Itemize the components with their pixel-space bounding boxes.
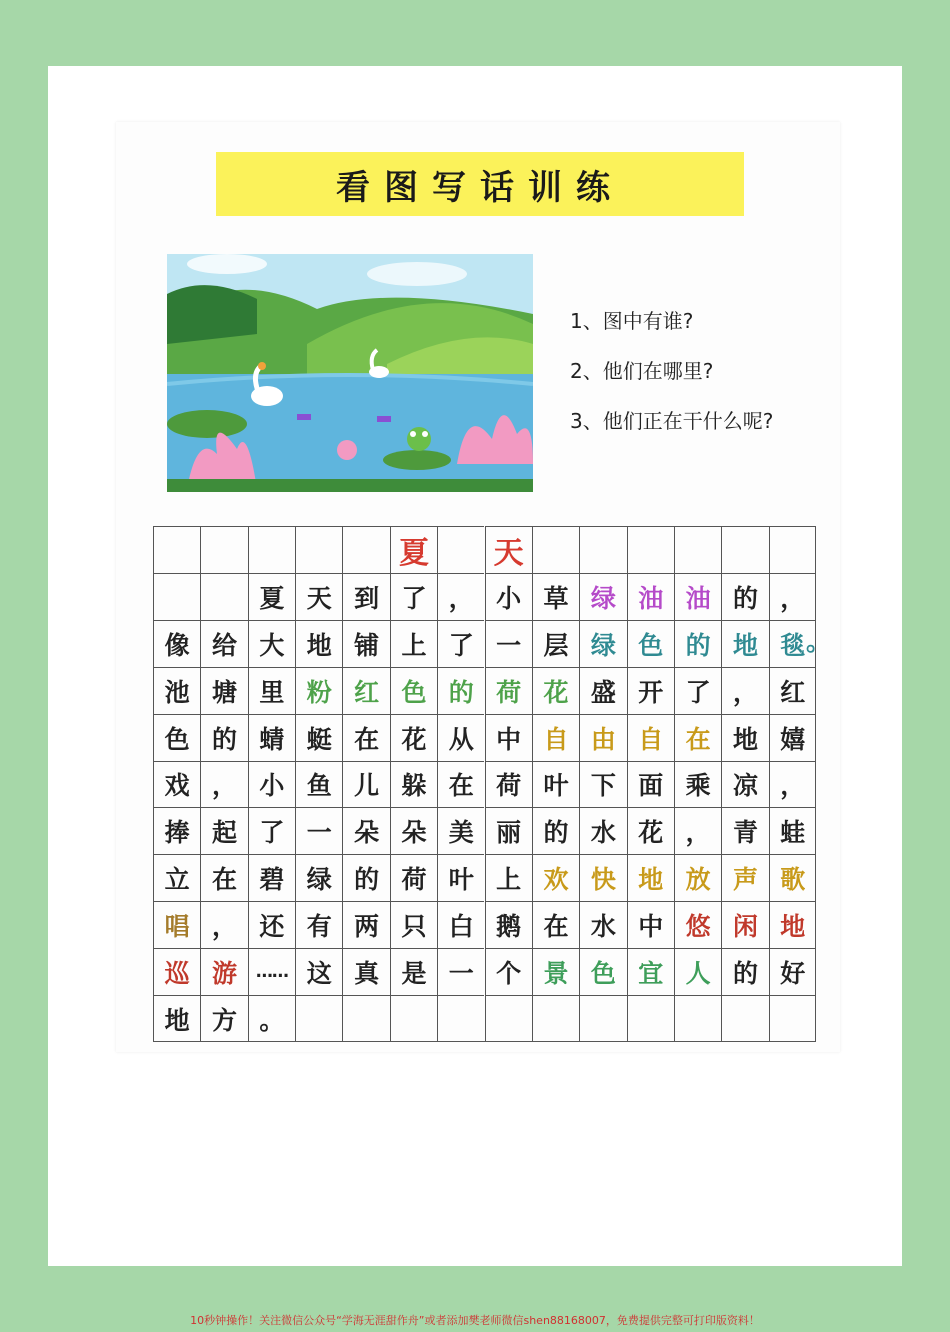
grid-cell [200,573,247,620]
grid-cell: 水 [579,807,626,854]
grid-cell: 戏 [153,761,200,808]
grid-cell: 给 [200,620,247,667]
grid-cell: 歌 [769,854,816,901]
grid-cell: 的 [342,854,389,901]
grid-cell [769,526,816,573]
grid-cell: 叶 [437,854,484,901]
question-1: 1、图中有谁? [570,309,694,333]
question-3: 3、他们正在干什么呢? [570,409,774,433]
guiding-questions [570,296,850,446]
grid-cell: 起 [200,807,247,854]
grid-cell: ， [674,807,721,854]
grid-cell [721,995,768,1042]
grid-cell: 绿 [579,573,626,620]
grid-cell: 白 [437,901,484,948]
grid-cell [532,995,579,1042]
grid-cell: 毯 [769,620,816,667]
grid-cell: 蜓 [295,714,342,761]
worksheet-title: 看图写话训练 [336,167,624,208]
grid-cell: 大 [248,620,295,667]
grid-cell: 个 [485,948,532,995]
grid-cell [579,995,626,1042]
grid-cell: 的 [437,667,484,714]
grid-cell: 色 [153,714,200,761]
grid-cell [437,526,484,573]
grid-cell: 绿 [579,620,626,667]
grid-cell: 有 [295,901,342,948]
worksheet-title-banner [216,152,744,216]
pond-scene-image [167,254,533,492]
grid-cell: 真 [342,948,389,995]
grid-cell [342,995,389,1042]
grid-cell [200,526,247,573]
grid-cell: ， [437,573,484,620]
grid-cell: 中 [485,714,532,761]
grid-cell: 自 [627,714,674,761]
grid-cell [153,573,200,620]
writing-grid [153,526,816,1042]
grid-cell: 鱼 [295,761,342,808]
grid-cell: 游 [200,948,247,995]
grid-cell: 下 [579,761,626,808]
grid-cell: 到 [342,573,389,620]
grid-cell: 红 [342,667,389,714]
grid-cell: 这 [295,948,342,995]
grid-cell: 地 [721,620,768,667]
grid-cell: 盛 [579,667,626,714]
grid-cell: 自 [532,714,579,761]
question-2: 2、他们在哪里? [570,359,714,383]
grid-cell: 丽 [485,807,532,854]
grid-cell: 荷 [485,667,532,714]
grid-cell: 小 [248,761,295,808]
grid-cell: 花 [390,714,437,761]
grid-cell: 草 [532,573,579,620]
grid-cell: 中 [627,901,674,948]
grid-cell: 悠 [674,901,721,948]
grid-cell [295,995,342,1042]
grid-cell [674,526,721,573]
grid-cell: 嬉 [769,714,816,761]
grid-cell: 欢 [532,854,579,901]
pond-scene-illustration [167,254,533,492]
grid-cell [579,526,626,573]
grid-cell: 了 [674,667,721,714]
grid-cell: 夏 [248,573,295,620]
grid-cell: 捧 [153,807,200,854]
footer-notice: 10秒钟操作！关注微信公众号“学海无涯甜作舟”或者添加樊老师微信shen88168007，免费提供完整可打印版资料！ [190,1314,760,1327]
grid-cell [627,526,674,573]
grid-cell: 一 [437,948,484,995]
grid-cell: 天 [485,526,532,573]
grid-cell: 像 [153,620,200,667]
grid-cell: 天 [295,573,342,620]
grid-cell: …… [248,948,295,995]
grid-cell: 景 [532,948,579,995]
grid-cell: 色 [579,948,626,995]
grid-cell: 在 [437,761,484,808]
grid-cell: ， [769,761,816,808]
grid-cell [437,995,484,1042]
grid-cell [248,526,295,573]
grid-cell: 地 [721,714,768,761]
grid-cell: 从 [437,714,484,761]
grid-cell: 美 [437,807,484,854]
grid-cell: 的 [200,714,247,761]
grid-cell: 的 [721,573,768,620]
grid-cell: 的 [674,620,721,667]
grid-cell: 铺 [342,620,389,667]
grid-cell: 一 [485,620,532,667]
grid-cell: 地 [769,901,816,948]
grid-cell: 了 [437,620,484,667]
grid-cell [532,526,579,573]
grid-cell: 红 [769,667,816,714]
grid-overflow-period: 。 [806,627,832,656]
grid-cell: 池 [153,667,200,714]
grid-cell: 蜻 [248,714,295,761]
grid-cell: 是 [390,948,437,995]
grid-cell: 开 [627,667,674,714]
grid-cell: 色 [390,667,437,714]
grid-cell [342,526,389,573]
grid-cell: 的 [721,948,768,995]
grid-cell: 凉 [721,761,768,808]
grid-cell: 放 [674,854,721,901]
grid-cell: 一 [295,807,342,854]
grid-cell: 蛙 [769,807,816,854]
grid-cell: 了 [390,573,437,620]
grid-cell: 小 [485,573,532,620]
grid-cell: ， [200,761,247,808]
grid-cell [153,526,200,573]
grid-cell [627,995,674,1042]
grid-cell: 宜 [627,948,674,995]
grid-cell: 。 [248,995,295,1042]
grid-cell: 地 [627,854,674,901]
grid-cell: 青 [721,807,768,854]
grid-cell: 在 [342,714,389,761]
grid-cell: 水 [579,901,626,948]
grid-cell: 油 [674,573,721,620]
grid-cell [295,526,342,573]
grid-cell: 的 [532,807,579,854]
grid-cell: 在 [532,901,579,948]
grid-cell: 花 [532,667,579,714]
grid-cell: 人 [674,948,721,995]
grid-cell: 鹅 [485,901,532,948]
grid-cell: 上 [485,854,532,901]
grid-cell: ， [200,901,247,948]
grid-cell: 闲 [721,901,768,948]
grid-cell: 碧 [248,854,295,901]
grid-cell: 粉 [295,667,342,714]
grid-cell: 叶 [532,761,579,808]
grid-cell: 上 [390,620,437,667]
grid-cell: 巡 [153,948,200,995]
grid-cell: 在 [200,854,247,901]
grid-cell: 唱 [153,901,200,948]
grid-cell: 面 [627,761,674,808]
grid-cell: 两 [342,901,389,948]
grid-cell: ， [769,573,816,620]
grid-cell: 在 [674,714,721,761]
grid-cell: 立 [153,854,200,901]
grid-cell [769,995,816,1042]
grid-cell [674,995,721,1042]
grid-cell: 儿 [342,761,389,808]
grid-cell: 了 [248,807,295,854]
grid-cell: 绿 [295,854,342,901]
grid-cell: 花 [627,807,674,854]
grid-cell [485,995,532,1042]
grid-cell: 朵 [390,807,437,854]
grid-cell: 声 [721,854,768,901]
grid-cell: 好 [769,948,816,995]
grid-cell: 塘 [200,667,247,714]
grid-cell: 地 [295,620,342,667]
grid-cell: 由 [579,714,626,761]
grid-cell: 乘 [674,761,721,808]
grid-cell: 地 [153,995,200,1042]
grid-cell: 荷 [485,761,532,808]
grid-cell: 快 [579,854,626,901]
grid-cell: 朵 [342,807,389,854]
grid-cell: 荷 [390,854,437,901]
grid-cell: ， [721,667,768,714]
grid-cell: 层 [532,620,579,667]
grid-cell: 夏 [390,526,437,573]
grid-cell: 只 [390,901,437,948]
grid-cell: 躲 [390,761,437,808]
grid-cell: 还 [248,901,295,948]
grid-cell [390,995,437,1042]
grid-cell: 方 [200,995,247,1042]
grid-cell: 色 [627,620,674,667]
grid-cell [721,526,768,573]
grid-cell: 里 [248,667,295,714]
grid-cell: 油 [627,573,674,620]
